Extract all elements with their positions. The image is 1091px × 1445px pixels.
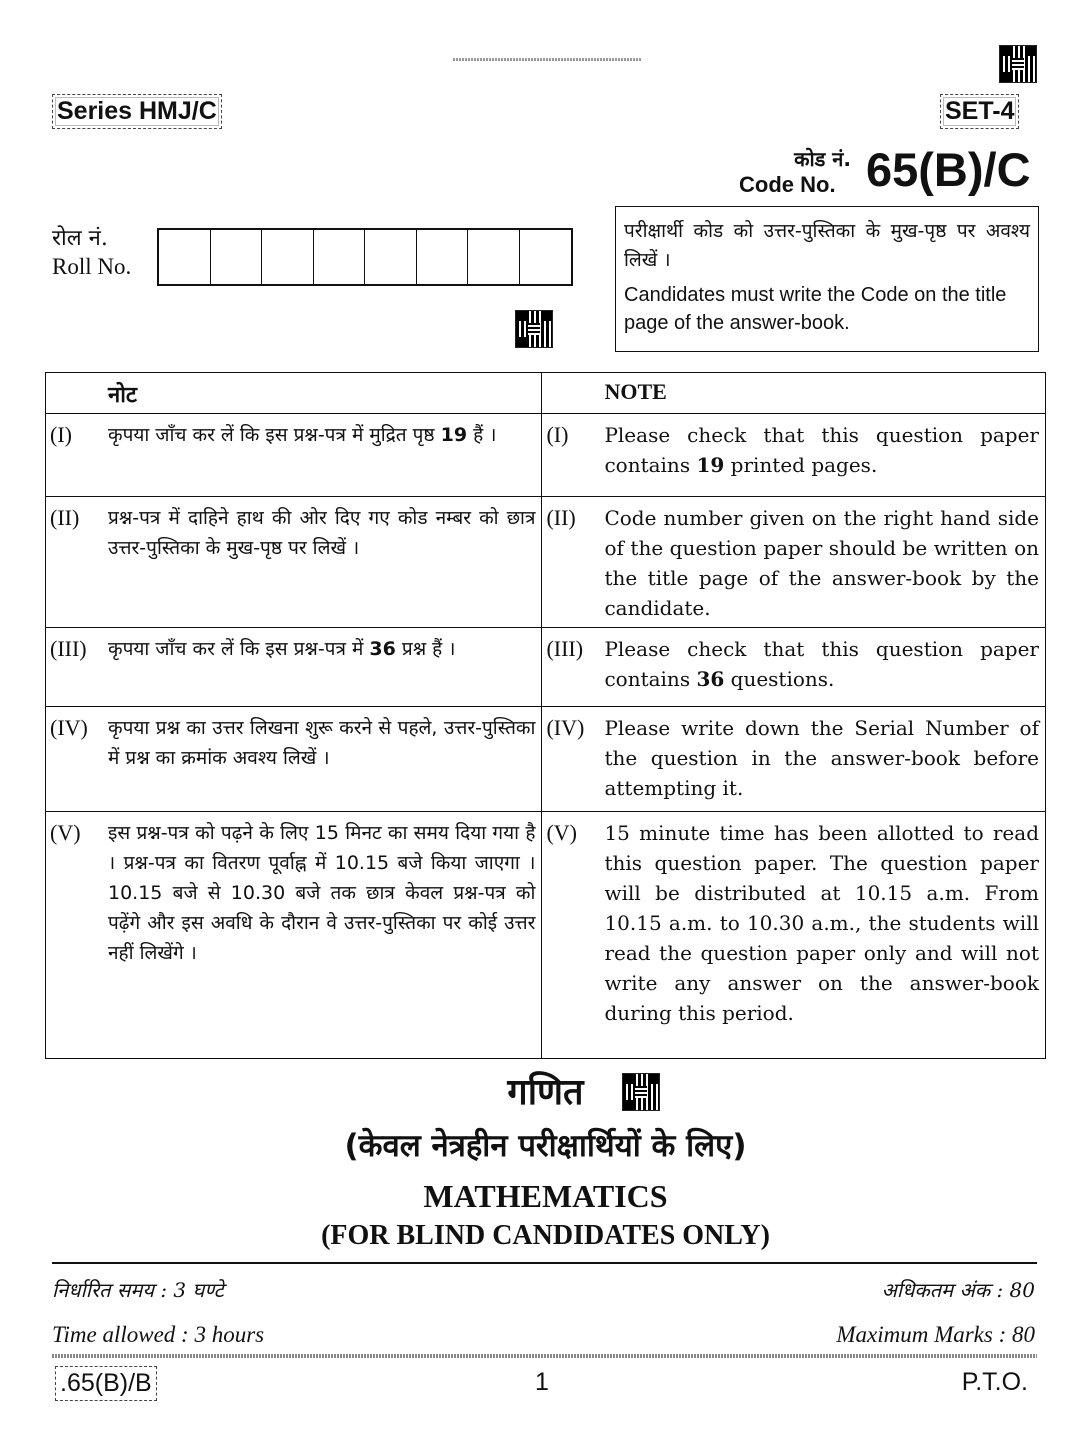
roll-cell[interactable] — [417, 230, 469, 284]
note-text-english: Code number given on the right hand side of the question paper should be written on the title page of the answer-book by the candidate. — [604, 506, 1039, 620]
roll-cell[interactable] — [211, 230, 263, 284]
page-number: 1 — [535, 1368, 549, 1396]
subject-title-hindi: गणित — [507, 1072, 584, 1113]
time-allowed-english: Time allowed : 3 hours — [52, 1322, 265, 1347]
note-number: (II) — [50, 505, 80, 530]
roll-cell[interactable] — [365, 230, 417, 284]
notes-header-row — [46, 373, 1046, 414]
please-turn-over: P.T.O. — [961, 1368, 1028, 1396]
time-allowed-hindi: निर्धारित समय : 3 घण्टे — [52, 1278, 224, 1302]
candidate-instruction-box — [615, 206, 1039, 352]
code-number: 65(B)/C — [866, 143, 1031, 196]
note-text-hindi: कृपया जाँच कर लें कि इस प्रश्न-पत्र में 36 प्रश्न हैं । — [108, 638, 456, 660]
table-row — [46, 707, 1046, 812]
roll-cell[interactable] — [262, 230, 314, 284]
table-row — [46, 414, 1046, 497]
code-label-english: Code No. — [739, 172, 836, 197]
subject-subtitle-english: (FOR BLIND CANDIDATES ONLY) — [321, 1220, 770, 1251]
roll-cell[interactable] — [468, 230, 520, 284]
max-marks-english: Maximum Marks : 80 — [836, 1322, 1035, 1347]
table-row — [46, 628, 1046, 707]
qr-code-icon — [516, 311, 552, 347]
note-number: (II) — [546, 505, 576, 530]
note-text-hindi: कृपया प्रश्न का उत्तर लिखना शुरू करने से पहले, उत्तर-पुस्तिका में प्रश्न का क्रमांक अवश्य लिखें । — [108, 717, 536, 769]
note-text-english: Please write down the Serial Number of the question in the answer-book before attempting it. — [604, 716, 1039, 800]
notes-table — [45, 372, 1046, 1059]
roll-number-grid[interactable] — [157, 228, 573, 286]
candidate-instruction-english: Candidates must write the Code on the title page of the answer-book. — [624, 284, 1007, 334]
micro-text-line — [453, 58, 641, 61]
subject-subtitle-hindi: (केवल नेत्रहीन परीक्षार्थियों के लिए) — [344, 1128, 747, 1164]
note-number: (IV) — [546, 715, 585, 740]
table-row — [46, 812, 1046, 1059]
roll-cell[interactable] — [314, 230, 366, 284]
footer-paper-code: .65(B)/B — [55, 1366, 157, 1401]
set-label: SET-4 — [940, 94, 1019, 129]
notes-heading-hindi: नोट — [108, 383, 137, 408]
note-text-english: 15 minute time has been allotted to read this question paper. The question paper will be distributed at 10.15 a.m. From 10.15 a.m. to 10.30 a.m., the students will read the question paper only and will not write any answer on the answer-book during this period. — [604, 821, 1039, 1025]
note-number: (V) — [546, 820, 577, 845]
code-label-hindi: कोड नं. — [794, 147, 851, 171]
divider — [52, 1262, 1037, 1264]
note-number: (III) — [546, 636, 584, 661]
note-number: (III) — [50, 636, 87, 661]
note-text-english: Please check that this question paper contains 36 questions. — [604, 637, 1039, 691]
series-label: Series HMJ/C — [52, 94, 222, 129]
roll-cell[interactable] — [520, 230, 572, 284]
note-number: (I) — [546, 422, 569, 447]
note-text-hindi: कृपया जाँच कर लें कि इस प्रश्न-पत्र में मुद्रित पृष्ठ 19 हैं । — [108, 424, 497, 446]
subject-title-english: MATHEMATICS — [423, 1178, 668, 1214]
qr-code-icon — [1000, 46, 1036, 82]
note-number: (V) — [50, 820, 81, 845]
qr-code-icon — [623, 1074, 659, 1110]
max-marks-hindi: अधिकतम अंक : 80 — [881, 1278, 1035, 1302]
note-number: (I) — [50, 422, 72, 447]
roll-label-hindi: रोल नं. — [52, 226, 108, 251]
candidate-instruction-hindi: परीक्षार्थी कोड को उत्तर-पुस्तिका के मुख-पृष्ठ पर अवश्य लिखें । — [624, 220, 1030, 271]
roll-label-english: Roll No. — [52, 254, 132, 279]
roll-cell[interactable] — [159, 230, 211, 284]
note-text-hindi: प्रश्न-पत्र में दाहिने हाथ की ओर दिए गए कोड नम्बर को छात्र उत्तर-पुस्तिका के मुख-पृष्ठ पर लिखें । — [108, 507, 536, 559]
notes-heading-english: NOTE — [604, 379, 667, 404]
note-text-hindi: इस प्रश्न-पत्र को पढ़ने के लिए 15 मिनट का समय दिया गया है । प्रश्न-पत्र का वितरण पूर्वाह्न में 10.15 बजे किया जाएगा । 10.15 बजे से 10.30 बजे तक छात्र केवल प्रश्न-पत्र को पढ़ेंगे और इस अवधि के दौरान वे उत्तर-पुस्तिका पर कोई उत्तर नहीं लिखेंगे । — [108, 822, 536, 964]
micro-text-line — [52, 1354, 1037, 1358]
note-text-english: Please check that this question paper contains 19 printed pages. — [604, 423, 1039, 477]
table-row — [46, 497, 1046, 628]
note-number: (IV) — [50, 715, 88, 740]
